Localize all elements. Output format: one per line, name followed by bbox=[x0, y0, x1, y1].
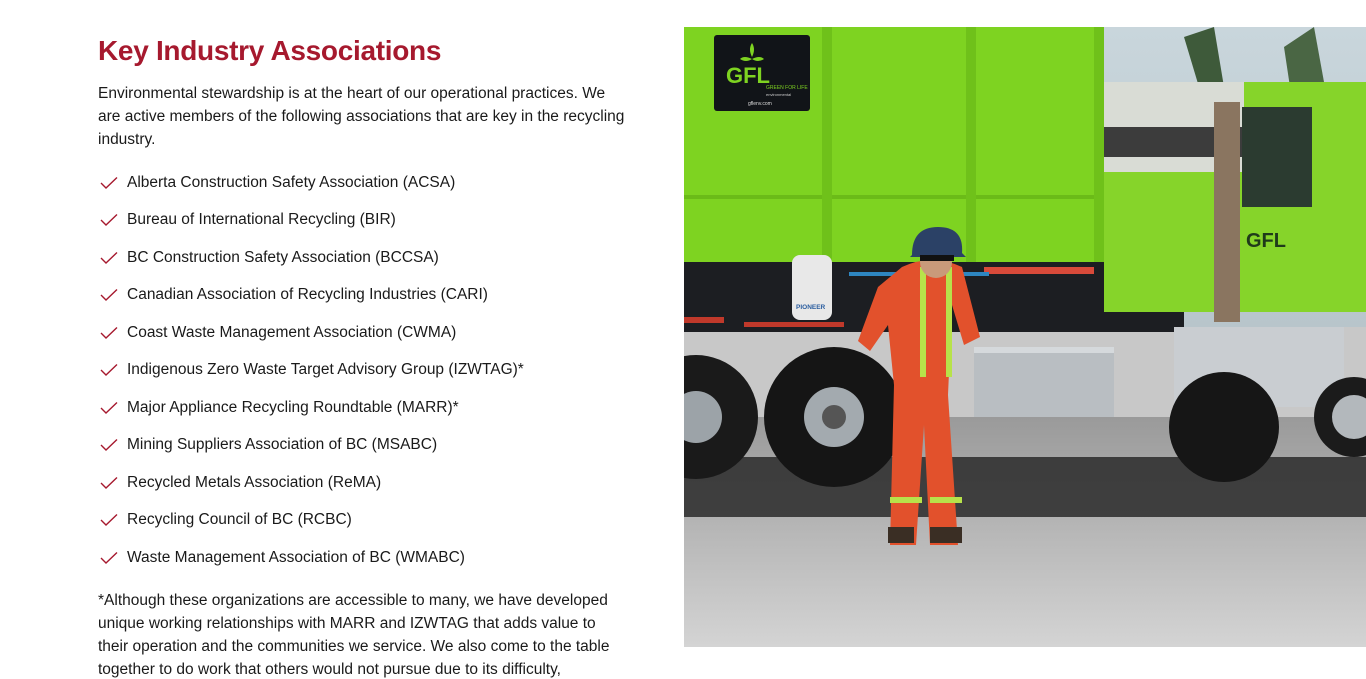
list-item bbox=[98, 164, 638, 202]
list-item bbox=[98, 427, 638, 465]
toolbox bbox=[974, 347, 1114, 417]
hero-photo bbox=[684, 27, 1366, 647]
checkmark-icon bbox=[100, 251, 118, 265]
checkmark-icon bbox=[100, 326, 118, 340]
list-item bbox=[98, 502, 638, 540]
association-label: Canadian Association of Recycling Industries (CARI) bbox=[127, 286, 488, 304]
footnote-paragraph: *Although these organizations are accessible to many, we have developed unique working relationships with MARR and IZWTAG that adds value to their operation and the communities we service. We also come to the table together to do work that others would not pursue due to its difficulty, bbox=[98, 591, 610, 678]
wheel bbox=[1169, 372, 1279, 482]
list-item bbox=[98, 314, 638, 352]
checkmark-icon bbox=[100, 363, 118, 377]
cab-window bbox=[1242, 107, 1312, 207]
list-item bbox=[98, 389, 638, 427]
checkmark-icon bbox=[100, 476, 118, 490]
intro-paragraph: Environmental stewardship is at the heart of our operational practices. We are active members of the following associations that are key in the recycling industry. bbox=[98, 85, 625, 148]
association-label: Major Appliance Recycling Roundtable (MARR)* bbox=[127, 398, 459, 416]
svg-text:GFL: GFL bbox=[1246, 230, 1286, 252]
gfl-url: gflenv.com bbox=[748, 101, 772, 107]
checkmark-icon bbox=[100, 438, 118, 452]
association-label: Coast Waste Management Association (CWMA) bbox=[127, 323, 457, 341]
association-label: Bureau of International Recycling (BIR) bbox=[127, 211, 396, 229]
truck-worker-illustration bbox=[684, 27, 1366, 647]
list-item bbox=[98, 539, 638, 577]
gfl-tagline: GREEN FOR LIFE bbox=[766, 85, 808, 91]
association-label: Recycling Council of BC (RCBC) bbox=[127, 511, 352, 529]
decal-text: PIONEER bbox=[796, 304, 826, 311]
association-label: BC Construction Safety Association (BCCSA) bbox=[127, 248, 439, 266]
association-label: Mining Suppliers Association of BC (MSABC) bbox=[127, 436, 438, 454]
checkmark-icon bbox=[100, 213, 118, 227]
association-label: Indigenous Zero Waste Target Advisory Group (IZWTAG)* bbox=[127, 361, 524, 379]
checkmark-icon bbox=[100, 513, 118, 527]
list-item bbox=[98, 352, 638, 390]
gfl-sub: environmental bbox=[766, 92, 792, 97]
associations-section bbox=[98, 32, 638, 679]
associations-list bbox=[98, 164, 638, 577]
list-item bbox=[98, 464, 638, 502]
section-title: Key Industry Associations bbox=[98, 35, 442, 66]
association-label: Alberta Construction Safety Association (ACSA) bbox=[127, 173, 456, 191]
checkmark-icon bbox=[100, 176, 118, 190]
checkmark-icon bbox=[100, 401, 118, 415]
gfl-logo-text: GFL bbox=[726, 63, 770, 88]
checkmark-icon bbox=[100, 288, 118, 302]
association-label: Recycled Metals Association (ReMA) bbox=[127, 473, 382, 491]
association-label: Waste Management Association of BC (WMABC) bbox=[127, 548, 465, 566]
list-item bbox=[98, 239, 638, 277]
checkmark-icon bbox=[100, 551, 118, 565]
list-item bbox=[98, 277, 638, 315]
list-item bbox=[98, 202, 638, 240]
